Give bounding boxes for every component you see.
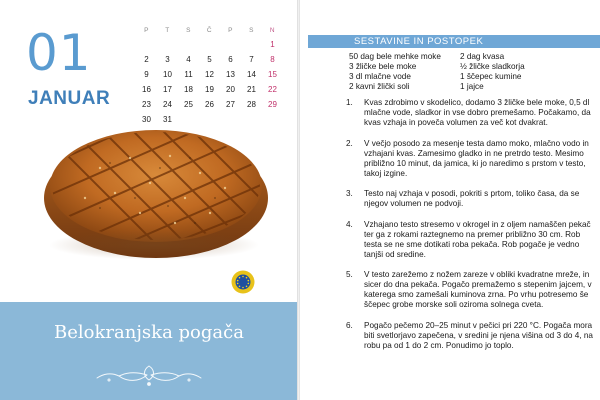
calendar-week	[136, 82, 283, 97]
title-banner	[0, 302, 298, 400]
calendar-day: 12	[205, 70, 214, 79]
calendar-day: 18	[184, 85, 193, 94]
step-item	[319, 270, 591, 310]
step-text: Testo naj vzhaja v posodi, pokriti s prtom, toliko časa, da se njegov volumen ne podvoji.	[364, 189, 580, 208]
calendar-day-sunday: 22	[268, 85, 277, 94]
step-item	[319, 98, 591, 128]
ingredient-row	[349, 72, 589, 82]
preparation-steps	[319, 98, 591, 361]
weekday-label: P	[144, 27, 149, 34]
step-number: 4.	[346, 219, 353, 229]
step-text: Kvas zdrobimo v skodelico, dodamo 3 žličke bele moke, 0,5 dl mlačne vode, sladkor in vse dobro premešamo. Počakamo, da kvas vzhaja in poveča volumen za več kot dvakrat.	[364, 98, 591, 127]
ingredient-row	[349, 62, 589, 72]
weekday-label: T	[165, 27, 170, 34]
calendar-day: 9	[144, 70, 149, 79]
calendar-day: 16	[142, 85, 151, 94]
ingredient: 1 jajce	[460, 82, 484, 91]
calendar-day: 19	[205, 85, 214, 94]
step-text: V večjo posodo za mesenje testa damo moko, mlačno vodo in vzhajani kvas. Zamesimo gladko in ne pretrdo testo. Mesimo približno 10 minut, da jamica, ki jo naredimo s prstom v testo, takoj izgine.	[364, 138, 589, 178]
calendar-day: 27	[226, 100, 235, 109]
calendar-day-sunday: 8	[270, 55, 275, 64]
step-number: 3.	[346, 189, 353, 198]
right-page	[300, 0, 600, 400]
weekday-label: Č	[206, 27, 213, 34]
step-text: V testo zarežemo z nožem zareze v obliki kvadratne mreže, in sicer do dna pekača. Pogačo premažemo s stepenim jajcem, v katerega smo zamešali kuminova zrna. Po vrhu potresemo še ščepec grobe morske soli oziroma solnega cveta.	[364, 270, 592, 309]
calendar-day	[220, 37, 241, 52]
weekday-label: S	[249, 27, 254, 34]
dish-title: Belokranjska pogača	[54, 322, 244, 343]
calendar-day-sunday: 1	[270, 40, 275, 49]
ingredient: 2 kavni žlički soli	[349, 82, 410, 91]
weekday-label: P	[228, 27, 233, 34]
calendar-week	[136, 97, 283, 112]
section-title: SESTAVINE IN POSTOPEK	[354, 36, 484, 47]
calendar-day	[220, 112, 241, 127]
calendar-day: 3	[165, 55, 170, 64]
step-item	[319, 220, 591, 260]
month-name: JANUAR	[28, 88, 111, 109]
calendar-day	[199, 112, 220, 127]
calendar-day	[178, 112, 199, 127]
ingredient: 50 dag bele mehke moke	[349, 52, 441, 61]
calendar-day: 30	[142, 115, 151, 124]
step-text: Vzhajano testo stresemo v okrogel in z oljem namaščen pekač ter ga z rokami raztegnemo na premer približno 30 cm. Rob testa se ne sme dotikati roba pekača. Rob pogače je vedno tanjši od sredine.	[364, 219, 591, 259]
calendar-day: 17	[163, 85, 172, 94]
calendar-day: 24	[163, 100, 172, 109]
step-text: Pogačo pečemo 20–25 minut v pečici pri 220 °C. Pogača mora biti svetlorjavo zapečena, v sredini je njena višina od 3 do 4, na robu pa od 1 do 2 cm. Ponudimo jo toplo.	[364, 320, 593, 350]
calendar-day: 21	[247, 85, 256, 94]
calendar-day	[157, 37, 178, 52]
calendar-day: 7	[249, 55, 254, 64]
step-item	[319, 321, 591, 351]
eu-quality-seal-icon	[231, 270, 255, 294]
calendar-day: 10	[163, 70, 172, 79]
calendar-day: 23	[142, 100, 151, 109]
calendar-day	[241, 37, 262, 52]
calendar-day: 25	[184, 100, 193, 109]
calendar-day: 6	[228, 55, 233, 64]
calendar-day: 31	[163, 115, 172, 124]
calendar-week	[136, 67, 283, 82]
ingredient: 3 dl mlačne vode	[349, 72, 411, 81]
calendar-day: 28	[247, 100, 256, 109]
calendar-day: 2	[144, 55, 149, 64]
month-calendar	[136, 24, 283, 127]
calendar-day-sunday: 15	[268, 70, 277, 79]
calendar-week	[136, 112, 283, 127]
ingredient-row	[349, 82, 589, 92]
step-number: 1.	[346, 98, 353, 107]
bread-photo	[40, 128, 272, 266]
left-page	[0, 0, 298, 400]
step-number: 2.	[346, 138, 353, 148]
calendar-day	[241, 112, 262, 127]
calendar-day: 4	[186, 55, 191, 64]
ingredient: 1 ščepec kumine	[460, 72, 522, 81]
calendar-day	[136, 37, 157, 52]
calendar-day-sunday	[262, 112, 283, 127]
month-number: 01	[26, 24, 92, 82]
calendar-day: 20	[226, 85, 235, 94]
calendar-day: 26	[205, 100, 214, 109]
ingredient: ½ žličke sladkorja	[460, 62, 525, 71]
calendar-day: 14	[247, 70, 256, 79]
calendar-week	[136, 37, 283, 52]
weekday-label: S	[186, 27, 191, 34]
ornament-icon	[89, 362, 209, 388]
calendar-weekday-row	[136, 24, 283, 37]
ingredient-row	[349, 52, 589, 62]
bread-shadow	[48, 230, 260, 260]
ingredient: 3 žličke bele moke	[349, 62, 417, 71]
calendar-day: 13	[226, 70, 235, 79]
calendar-day: 11	[184, 70, 193, 79]
calendar-day	[178, 37, 199, 52]
step-number: 5.	[346, 270, 353, 279]
section-header-bar	[308, 35, 600, 48]
ingredients-list	[349, 52, 589, 92]
calendar-day-sunday: 29	[268, 100, 277, 109]
step-number: 6.	[346, 320, 353, 330]
weekday-label-sunday: N	[269, 27, 276, 34]
ingredient: 2 dag kvasa	[460, 52, 505, 61]
calendar-day	[199, 37, 220, 52]
step-item	[319, 139, 591, 179]
calendar-week	[136, 52, 283, 67]
step-item	[319, 189, 591, 209]
calendar-day: 5	[207, 55, 212, 64]
